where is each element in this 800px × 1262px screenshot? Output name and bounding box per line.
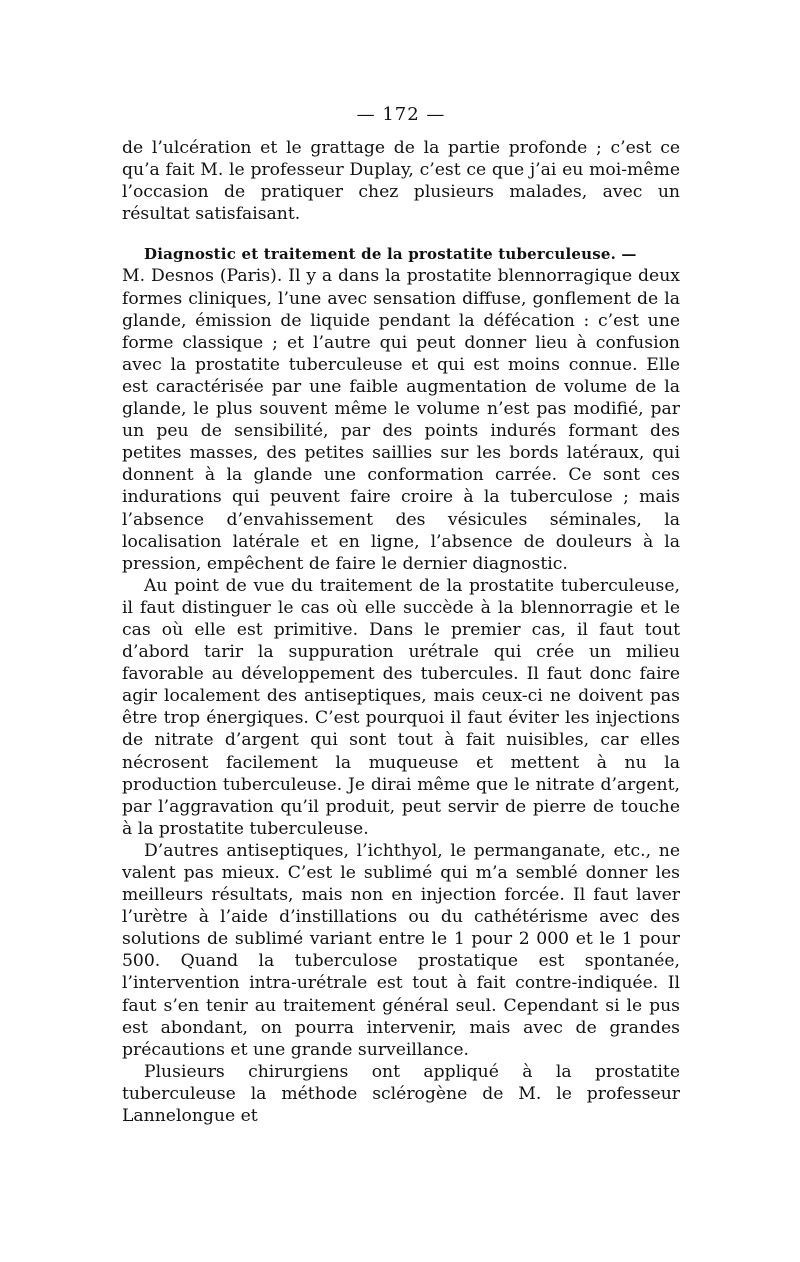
paragraph-desnos: M. Desnos (Paris). Il y a dans la prostatite blennorragique deux formes cliniques, l’une avec sensation diffuse, gonflement de la glande, émission de liquide pendant la défécation : c’est une forme classique ; et l’autre qui peut donner lieu à confusion avec la prostatite tuberculeuse et qui est moins connue. Elle est caractérisée par une faible augmentation de volume de la glande, le plus souvent même le volume n’est pas modifié, par un peu de sensibilité, par des points indurés formant des petites masses, des petites saillies sur les bords latéraux, qui donnent à la glande une conformation carrée. Ce sont ces indurations qui peuvent faire croire à la tuberculose ; mais l’absence d’envahissement des vésicules séminales, la localisation latérale et en ligne, l’absence de douleurs à la pression, empêchent de faire le dernier diagnostic.: [122, 266, 680, 574]
section-heading-paragraph: [122, 243, 680, 265]
paragraph-chirurgiens: Plusieurs chirurgiens ont appliqué à la prostatite tuberculeuse la méthode sclérogène de M. le professeur Lannelongue et: [122, 1061, 680, 1127]
section-title: Diagnostic et traitement de la prostatite tuberculeuse. —: [144, 245, 637, 264]
page-number: — 172 —: [356, 104, 446, 125]
paragraph-antiseptiques: D’autres antiseptiques, l’ichthyol, le permanganate, etc., ne valent pas mieux. C’est le sublimé qui m’a semblé donner les meilleurs résultats, mais non en injection forcée. Il faut laver l’urètre à l’aide d’instillations ou du cathétérisme avec des solutions de sublimé variant entre le 1 pour 2 000 et le 1 pour 500. Quand la tuberculose prostatique est spontanée, l’intervention intra-urétrale est tout à fait contre-indiquée. Il faut s’en tenir au traitement général seul. Cependant si le pus est abondant, on pourra intervenir, mais avec de grandes précautions et une grande surveillance.: [122, 840, 680, 1060]
paragraph-traitement: Au point de vue du traitement de la prostatite tuberculeuse, il faut distinguer le cas où elle succède à la blennorragie et le cas où elle est primitive. Dans le premier cas, il faut tout d’abord tarir la suppuration urétrale qui crée un milieu favorable au développement des tubercules. Il faut donc faire agir localement des antiseptiques, mais ceux-ci ne doivent pas être trop énergiques. C’est pourquoi il faut éviter les injections de nitrate d’argent qui sont tout à fait nuisibles, car elles nécrosent facilement la muqueuse et mettent à nu la production tuberculeuse. Je dirai même que le nitrate d’argent, par l’aggravation qu’il produit, peut servir de pierre de touche à la prostatite tuberculeuse.: [122, 575, 680, 839]
paragraph-ulceration: de l’ulcération et le grattage de la partie profonde ; c’est ce qu’a fait M. le professeur Duplay, c’est ce que j’ai eu moi-même l’occasion de pratiquer chez plusieurs malades, avec un résultat satisfaisant.: [122, 138, 680, 225]
document-page: [122, 104, 680, 1127]
section-prostatite: [122, 243, 680, 574]
